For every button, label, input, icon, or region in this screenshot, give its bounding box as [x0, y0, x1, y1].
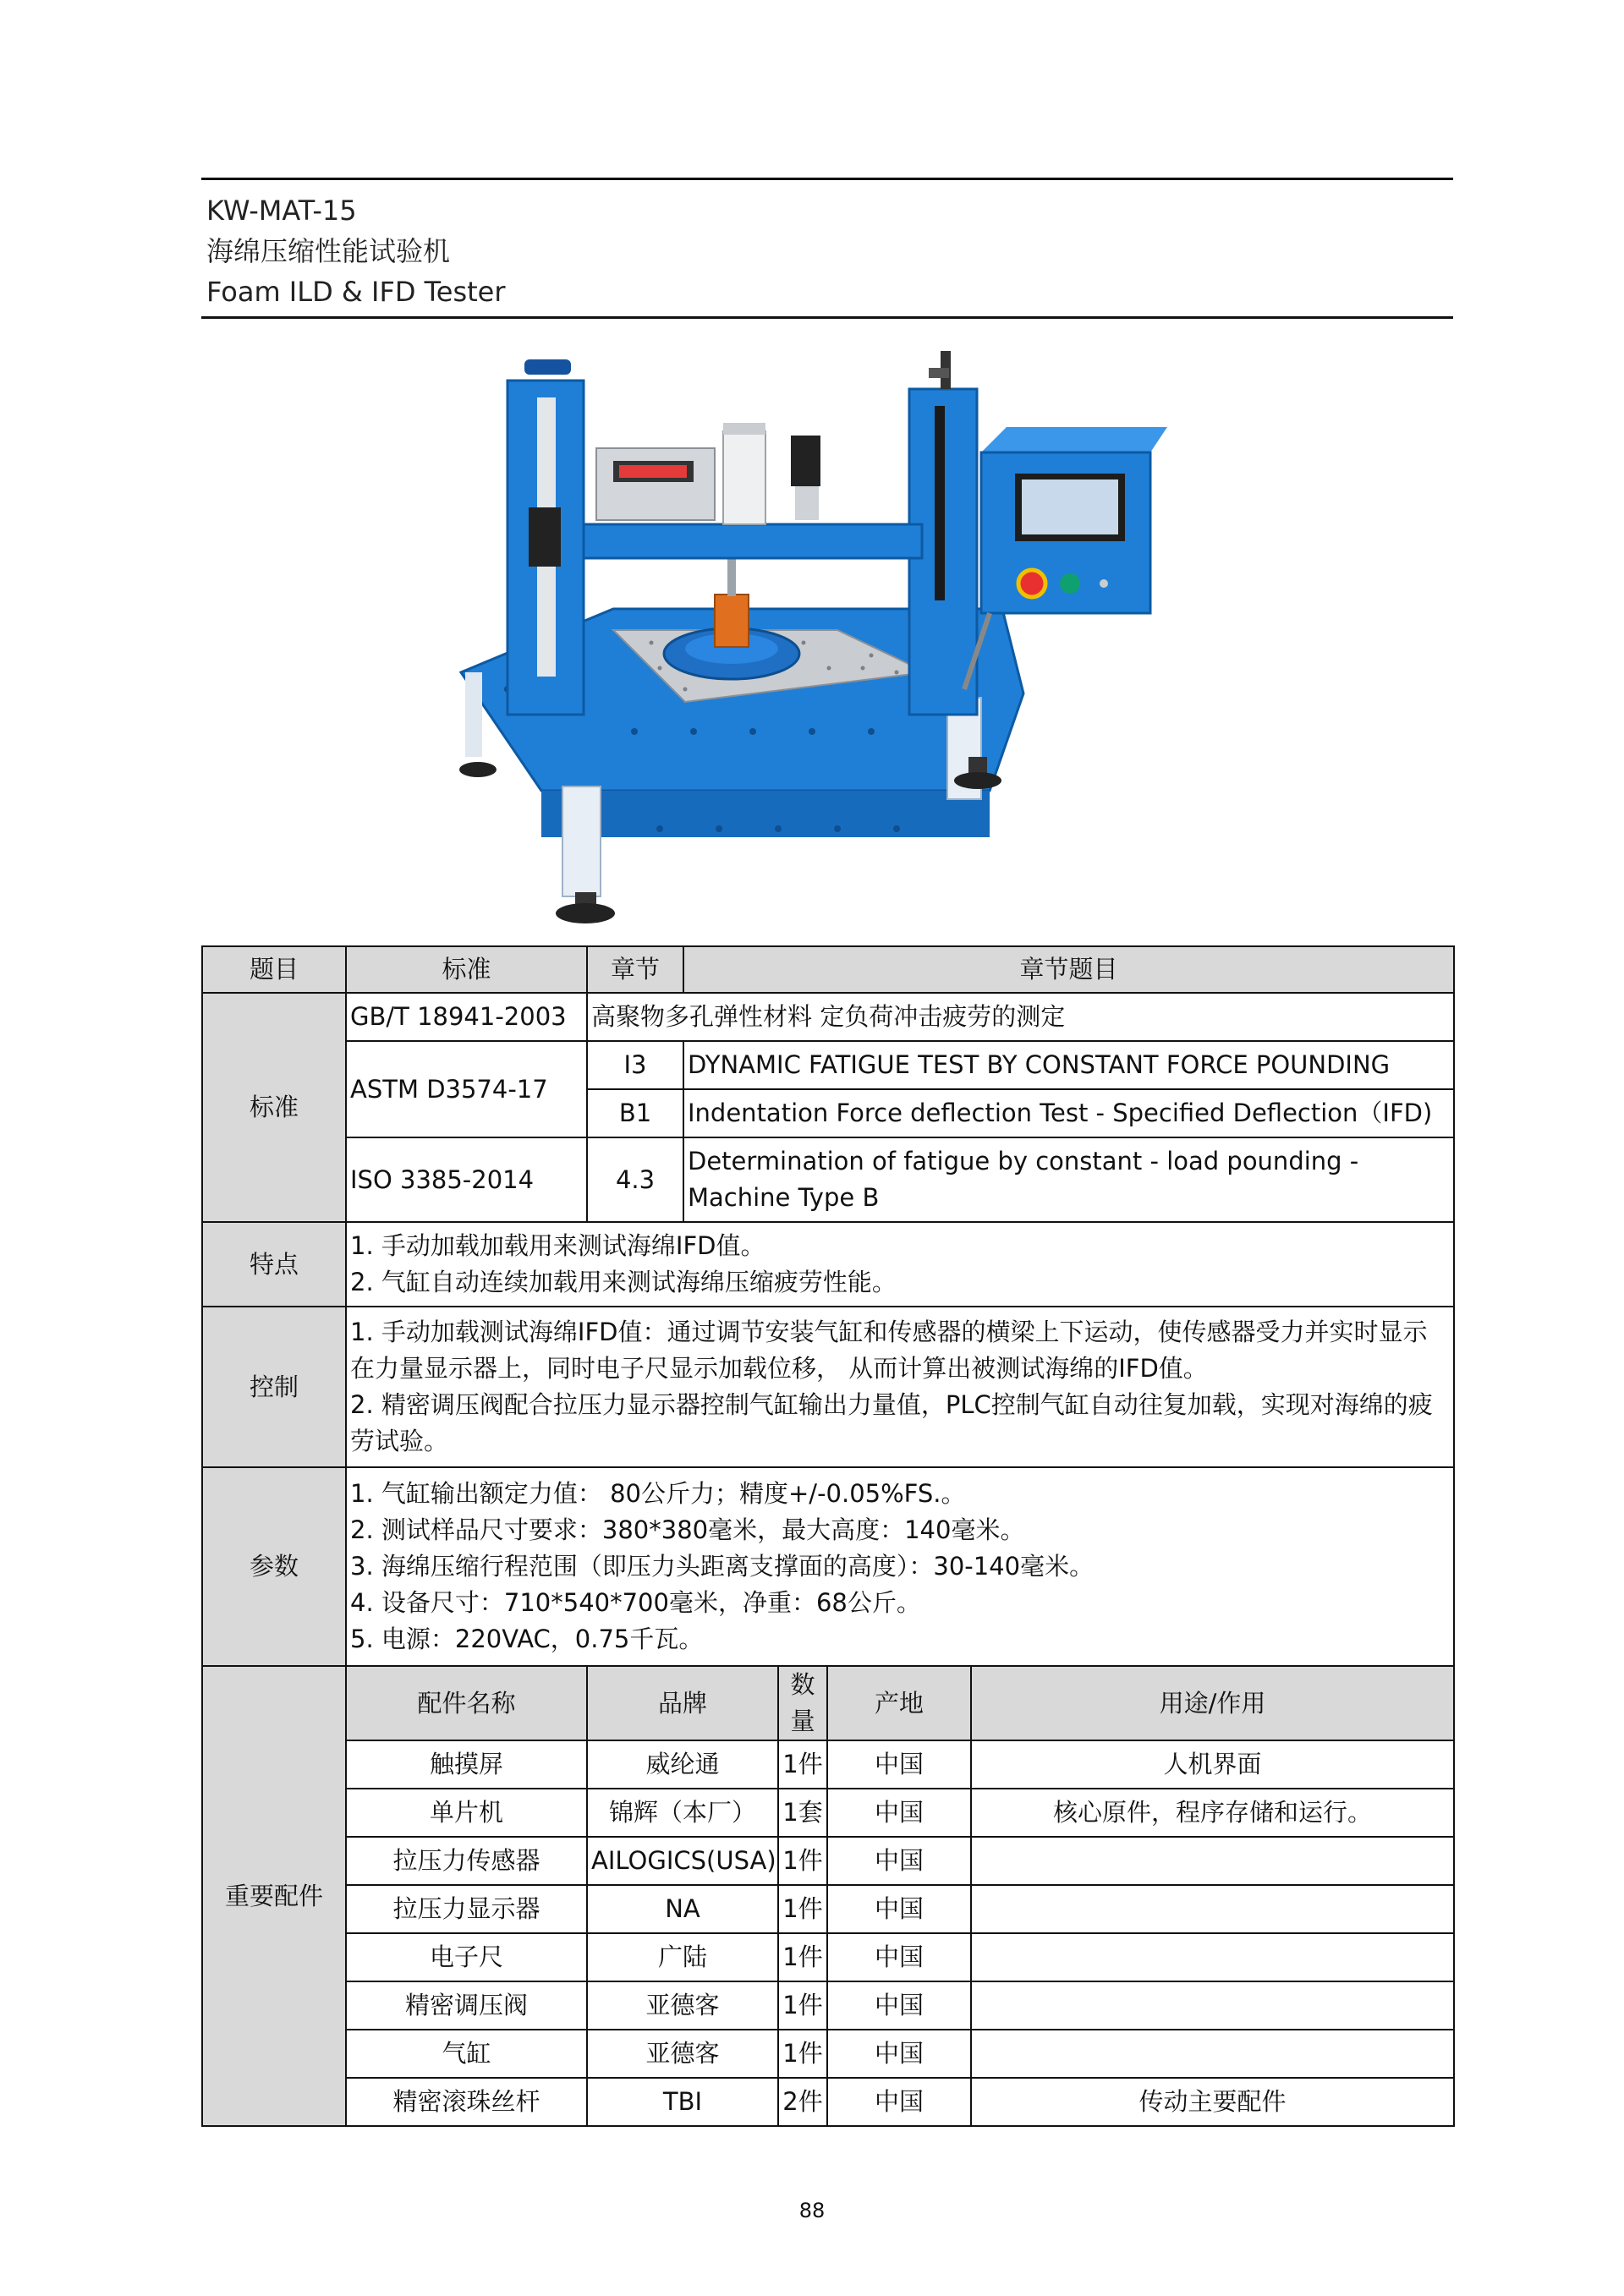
table-head-chapter-title: 章节题目 [683, 946, 1454, 993]
part-name: 电子尺 [346, 1933, 587, 1981]
part-origin: 中国 [827, 2030, 971, 2078]
part-name: 气缸 [346, 2030, 587, 2078]
page-number: 88 [798, 2199, 826, 2222]
table-row [202, 1933, 1454, 1981]
parts-head-qty: 数量 [778, 1666, 827, 1740]
param-item: 2. 测试样品尺寸要求：380*380毫米，最大高度：140毫米。 [350, 1515, 1025, 1544]
title-chinese: 海绵压缩性能试验机 [206, 235, 451, 267]
standard-astm-title-i3: DYNAMIC FATIGUE TEST BY CONSTANT FORCE POUNDING [683, 1041, 1454, 1089]
feature-item: 1. 手动加载加载用来测试海绵IFD值。 [350, 1231, 765, 1260]
table-row [202, 2078, 1454, 2126]
standard-astm: ASTM D3574-17 [346, 1041, 587, 1137]
part-usage [971, 1837, 1454, 1885]
features-content [346, 1222, 1454, 1307]
part-brand: AILOGICS(USA) [587, 1837, 778, 1885]
param-item: 5. 电源：220VAC，0.75千瓦。 [350, 1625, 704, 1653]
part-usage: 人机界面 [971, 1740, 1454, 1789]
part-origin: 中国 [827, 1885, 971, 1933]
part-origin: 中国 [827, 1933, 971, 1981]
header-bottom-rule [201, 316, 1453, 319]
part-qty: 1件 [778, 1885, 827, 1933]
part-usage: 传动主要配件 [971, 2078, 1454, 2126]
part-usage [971, 2030, 1454, 2078]
standard-iso: ISO 3385-2014 [346, 1137, 587, 1222]
model-number: KW-MAT-15 [206, 195, 357, 227]
part-brand: 亚德客 [587, 2030, 778, 2078]
param-item: 1. 气缸输出额定力值： 80公斤力；精度+/-0.05%FS.。 [350, 1479, 966, 1508]
part-qty: 1件 [778, 1981, 827, 2030]
table-row [202, 1981, 1454, 2030]
header-block [206, 190, 506, 312]
table-row [202, 1740, 1454, 1789]
table-head-topic: 题目 [202, 946, 346, 993]
parts-head-origin: 产地 [827, 1666, 971, 1740]
part-origin: 中国 [827, 1740, 971, 1789]
part-name: 精密调压阀 [346, 1981, 587, 2030]
part-name: 拉压力显示器 [346, 1885, 587, 1933]
standard-astm-chapter-i3: I3 [587, 1041, 683, 1089]
part-qty: 2件 [778, 2078, 827, 2126]
part-name: 触摸屏 [346, 1740, 587, 1789]
parts-head-brand: 品牌 [587, 1666, 778, 1740]
control-content [346, 1307, 1454, 1467]
part-origin: 中国 [827, 2078, 971, 2126]
part-brand: 广陆 [587, 1933, 778, 1981]
part-origin: 中国 [827, 1981, 971, 2030]
part-origin: 中国 [827, 1789, 971, 1837]
param-item: 3. 海绵压缩行程范围（即压力头距离支撑面的高度）：30-140毫米。 [350, 1552, 1095, 1581]
standard-iso-chapter: 4.3 [587, 1137, 683, 1222]
parts-head-name: 配件名称 [346, 1666, 587, 1740]
header-top-rule [201, 178, 1453, 180]
part-usage: 核心原件，程序存储和运行。 [971, 1789, 1454, 1837]
part-qty: 1套 [778, 1789, 827, 1837]
standards-label: 标准 [202, 993, 346, 1222]
part-qty: 1件 [778, 1740, 827, 1789]
control-label: 控制 [202, 1307, 346, 1467]
standard-iso-title: Determination of fatigue by constant - load pounding - Machine Type B [683, 1137, 1454, 1222]
part-name: 精密滚珠丝杆 [346, 2078, 587, 2126]
table-head-chapter: 章节 [587, 946, 683, 993]
spec-table [201, 945, 1455, 2127]
part-usage [971, 1933, 1454, 1981]
standard-gb: GB/T 18941-2003 [346, 993, 587, 1041]
part-name: 拉压力传感器 [346, 1837, 587, 1885]
control-item: 2. 精密调压阀配合拉压力显示器控制气缸输出力量值，PLC控制气缸自动往复加载，实现对海绵的疲劳试验。 [350, 1390, 1433, 1455]
standard-astm-chapter-b1: B1 [587, 1089, 683, 1137]
control-item: 1. 手动加载测试海绵IFD值：通过调节安装气缸和传感器的横梁上下运动，使传感器受力并实时显示在力量显示器上，同时电子尺显示加载位移， 从而计算出被测试海绵的IFD值。 [350, 1318, 1428, 1383]
feature-item: 2. 气缸自动连续加载用来测试海绵压缩疲劳性能。 [350, 1268, 897, 1296]
part-qty: 1件 [778, 1933, 827, 1981]
part-brand: NA [587, 1885, 778, 1933]
title-english: Foam ILD & IFD Tester [206, 276, 506, 308]
part-brand: 威纶通 [587, 1740, 778, 1789]
table-row [202, 1885, 1454, 1933]
parts-head-usage: 用途/作用 [971, 1666, 1454, 1740]
standard-gb-title: 高聚物多孔弹性材料 定负荷冲击疲劳的测定 [587, 993, 1454, 1041]
params-label: 参数 [202, 1467, 346, 1666]
part-brand: 亚德客 [587, 1981, 778, 2030]
table-head-standard: 标准 [346, 946, 587, 993]
part-brand: TBI [587, 2078, 778, 2126]
table-row [202, 1789, 1454, 1837]
part-usage [971, 1885, 1454, 1933]
part-qty: 1件 [778, 1837, 827, 1885]
parts-label: 重要配件 [202, 1666, 346, 2126]
part-brand: 锦辉（本厂） [587, 1789, 778, 1837]
standard-astm-title-b1: Indentation Force deflection Test - Specified Deflection（IFD) [683, 1089, 1454, 1137]
product-photo [440, 334, 1201, 934]
part-usage [971, 1981, 1454, 2030]
table-row [202, 2030, 1454, 2078]
part-name: 单片机 [346, 1789, 587, 1837]
param-item: 4. 设备尺寸：710*540*700毫米，净重：68公斤。 [350, 1588, 921, 1617]
part-origin: 中国 [827, 1837, 971, 1885]
table-row [202, 1837, 1454, 1885]
params-content [346, 1467, 1454, 1666]
features-label: 特点 [202, 1222, 346, 1307]
part-qty: 1件 [778, 2030, 827, 2078]
